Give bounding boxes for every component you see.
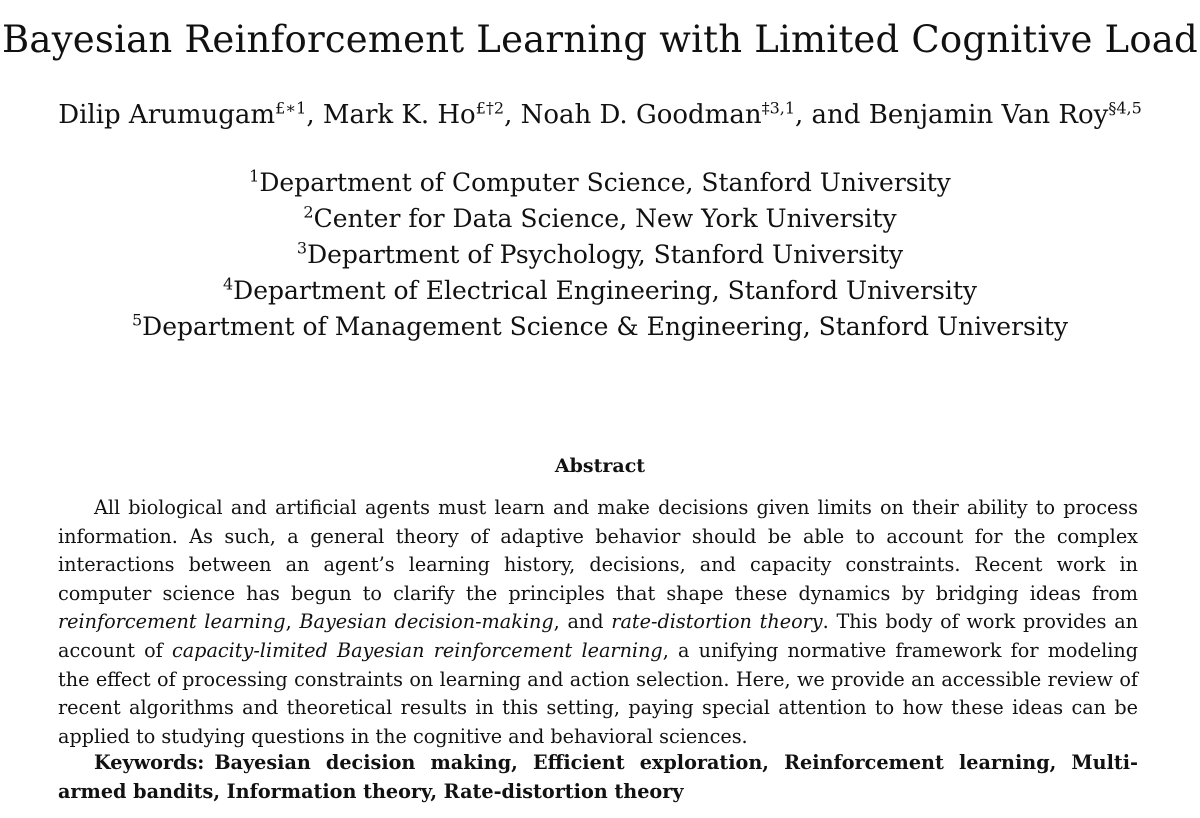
author-marks: ‡3,1 [761,98,796,118]
abstract-emphasis: reinforcement learning [58,610,286,634]
abstract-body [58,494,1138,751]
abstract-emphasis: rate-distortion theory [611,610,823,634]
abstract-heading: Abstract [554,455,646,477]
abstract-text: All biological and artificial agents must learn and make decisions given limits on their ability to process information. As such, a general theory of adaptive behavior should be able to account for the complex interactions between an agent’s learning history, decisions, and capacity constraints. Recent work in computer science has begun to clarify the principles that shape these dynamics by bridging ideas from [58,496,1138,605]
abstract-text: , a unifying normative framework for modeling the effect of processing constraints on learning and action selection. Here, we provide an accessible review of recent algorithms and theoretical results in this setting, paying special attention to how these ideas can be applied to studying questions in the cognitive and behavioral sciences. [58,638,1138,748]
author-name: Benjamin Van Roy [868,100,1109,130]
affiliation-text: Department of Computer Science, Stanford University [259,168,951,197]
affiliation-item [0,201,1200,237]
abstract-text: , and [553,610,612,634]
affiliation-number: 3 [296,238,308,258]
keywords [58,749,1138,806]
affiliation-item [0,165,1200,201]
affiliation-text: Department of Electrical Engineering, Stanford University [233,276,978,305]
affiliation-item [0,309,1200,345]
abstract-text: . This body of work provides an account of [58,610,1138,662]
abstract-text: , [285,610,300,634]
author-name: Mark K. Ho [322,100,476,130]
author-name: Noah D. Goodman [520,100,762,130]
author-marks: £∗1 [275,98,307,118]
abstract-emphasis: Bayesian decision-making [299,610,554,634]
affiliation-number: 4 [222,274,234,294]
keywords-text: Bayesian decision making, Efficient exploration, Reinforcement learning, Multi-armed bandits, Information theory, Rate-distortion theory [58,751,1138,803]
affiliation-number: 5 [131,310,143,330]
author-list [0,100,1200,130]
author-marks: £†2 [475,98,505,118]
author-separator: , and [795,100,869,130]
affiliation-text: Department of Management Science & Engineering, Stanford University [142,312,1069,341]
author-separator: , [306,100,323,130]
affiliation-number: 1 [249,166,260,186]
affiliation-text: Department of Psychology, Stanford University [307,240,904,269]
author-marks: §4,5 [1108,98,1142,118]
keywords-label: Keywords: [94,751,205,774]
affiliation-number: 2 [303,202,314,222]
author-separator: , [504,100,521,130]
paper-title: Bayesian Reinforcement Learning with Limited Cognitive Load [2,18,1198,61]
abstract-emphasis: capacity-limited Bayesian reinforcement learning [171,638,663,662]
affiliation-item [0,273,1200,309]
affiliation-text: Center for Data Science, New York University [313,204,897,233]
author-name: Dilip Arumugam [58,100,276,130]
affiliation-item [0,237,1200,273]
affiliation-list [0,165,1200,345]
